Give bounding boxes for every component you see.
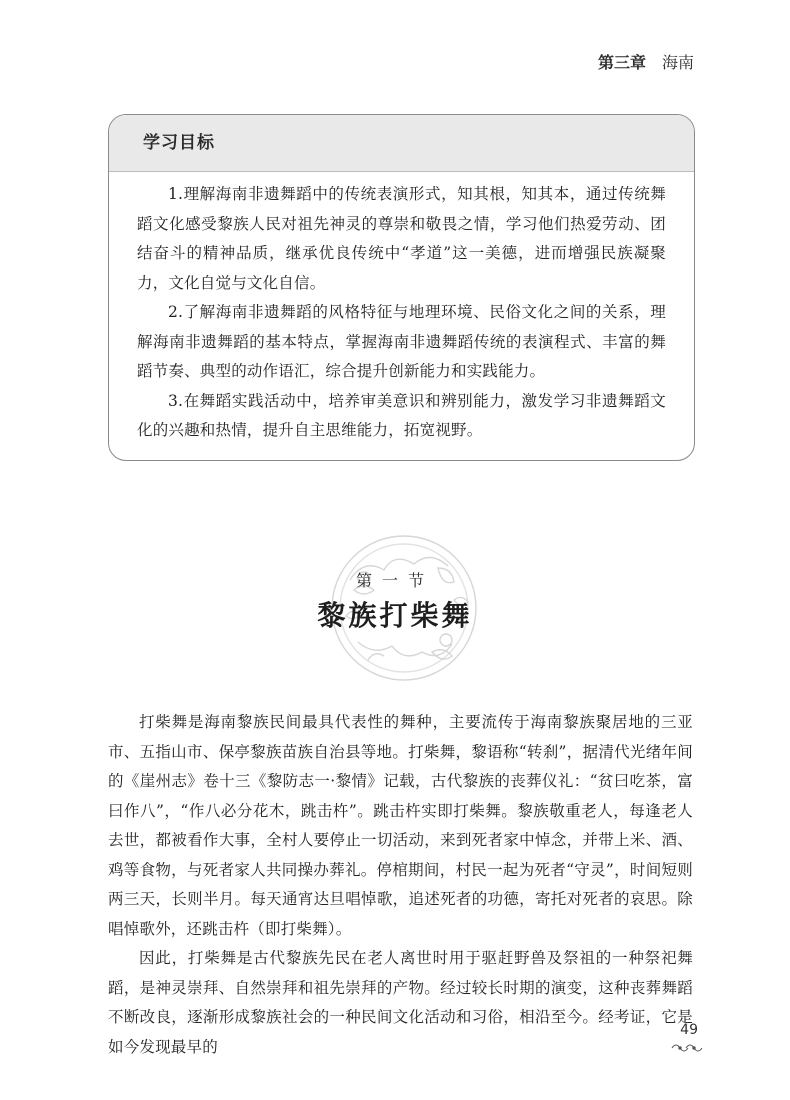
chapter-label: 第三章 (597, 53, 646, 72)
page-number: 49 (680, 1022, 698, 1038)
learning-objectives-title: 学习目标 (109, 115, 694, 172)
chapter-title: 海南 (661, 53, 694, 72)
learning-objectives-box (108, 114, 695, 461)
objective-item: 3.在舞蹈实践活动中，培养审美意识和辨别能力，激发学习非遗舞蹈文化的兴趣和热情，提升自主思维能力，拓宽视野。 (137, 391, 666, 439)
learning-objectives-list (109, 172, 694, 446)
objective-item: 1.理解海南非遗舞蹈中的传统表演形式，知其根，知其本，通过传统舞蹈文化感受黎族人民对祖先神灵的尊崇和敬畏之情，学习他们热爱劳动、团结奋斗的精神品质，继承优良传统中“孝道”这一美德，进而增强民族凝聚力，文化自觉与文化自信。 (137, 185, 666, 292)
running-header (598, 50, 694, 73)
page-ornament-icon (670, 1040, 704, 1054)
body-paragraph: 打柴舞是海南黎族民间最具代表性的舞种，主要流传于海南黎族聚居地的三亚市、五指山市、保亭黎族苗族自治县等地。打柴舞，黎语称“转刹”，据清代光绪年间的《崖州志》卷十三《黎防志一·黎情》记载，古代黎族的丧葬仪礼：“贫曰吃茶，富曰作八”，“作八必分花木，跳击杵”。跳击杵实即打柴舞。黎族敬重老人，每逢老人去世，都被看作大事，全村人要停止一切活动，来到死者家中悼念，并带上米、酒、鸡等食物，与死者家人共同操办葬礼。停棺期间，村民一起为死者“守灵”，时间短则两三天，长则半月。每天通宵达旦唱悼歌，追述死者的功德，寄托对死者的哀思。除唱悼歌外，还跳击杵（即打柴舞）。 (108, 713, 693, 938)
section-title: 黎族打柴舞 (317, 599, 473, 632)
objective-item: 2.了解海南非遗舞蹈的风格特征与地理环境、民俗文化之间的关系，理解海南非遗舞蹈的基本特点，掌握海南非遗舞蹈传统的表演程式、丰富的舞蹈节奏、典型的动作语汇，综合提升创新能力和实践能力。 (137, 303, 666, 380)
body-paragraph: 因此，打柴舞是古代黎族先民在老人离世时用于驱赶野兽及祭祖的一种祭祀舞蹈，是神灵崇拜、自然崇拜和祖先崇拜的产物。经过较长时期的演变，这种丧葬舞蹈不断改良，逐渐形成黎族社会的一种民间文化活动和习俗，相沿至今。经考证，它是如今发现最早的 (108, 949, 693, 1056)
section-number: 第一节 (355, 571, 434, 590)
body-text (108, 708, 693, 1062)
